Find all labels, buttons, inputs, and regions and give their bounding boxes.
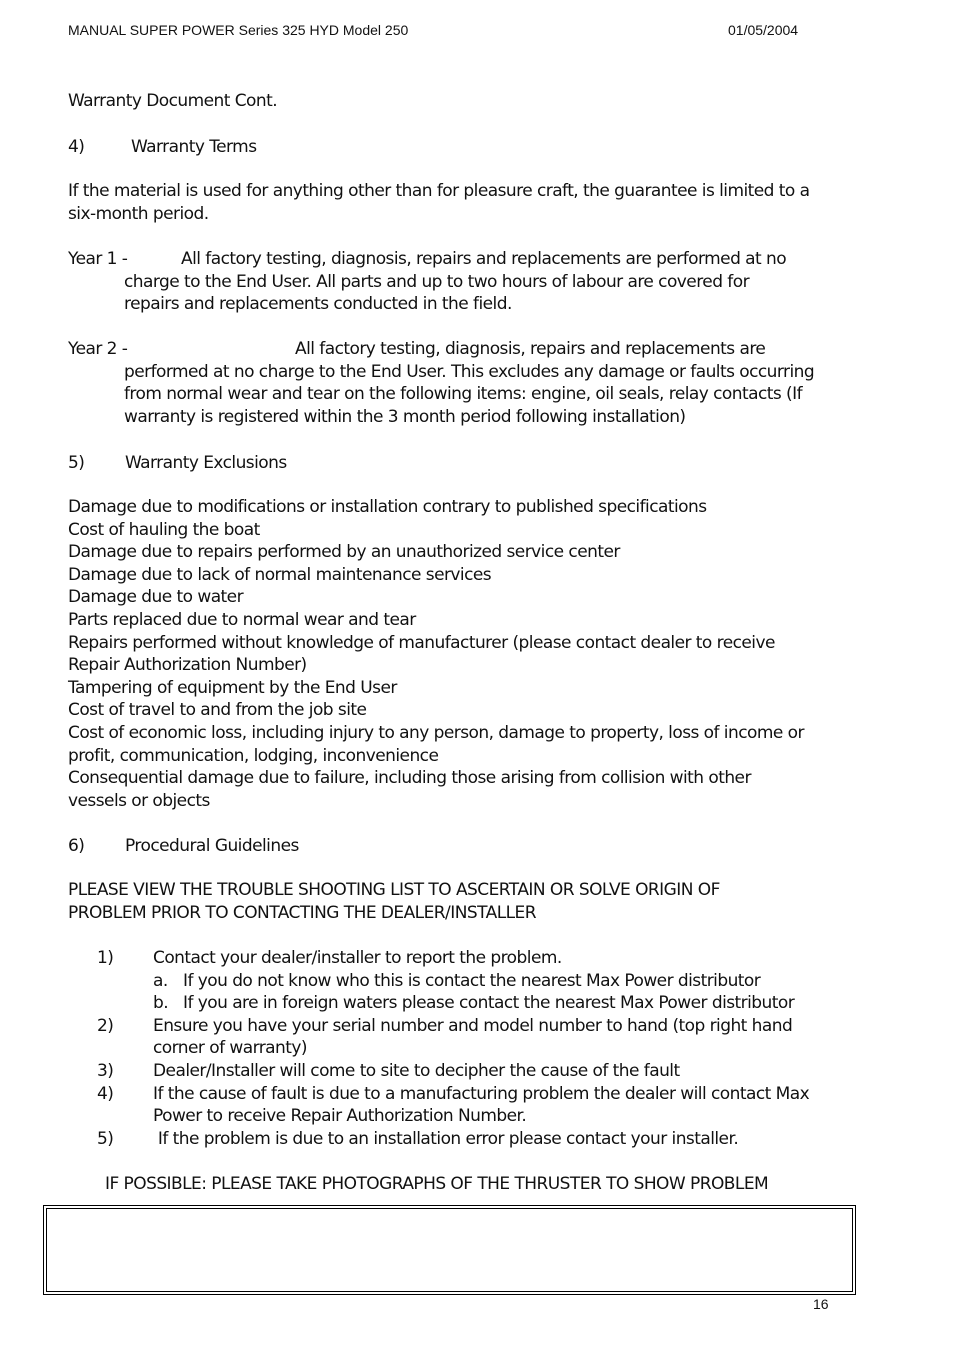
section-5-heading [68, 452, 287, 475]
exclusion-item: Cost of travel to and from the job site [68, 700, 367, 721]
section-6-heading [68, 835, 299, 858]
procedure-substep [97, 992, 837, 1015]
year-1-block [68, 248, 813, 316]
exclusion-item: Cost of hauling the boat [68, 519, 260, 540]
step-text: If the problem is due to an installation error please contact your installer. [153, 1128, 739, 1149]
photo-note: IF POSSIBLE: PLEASE TAKE PHOTOGRAPHS OF THE THRUSTER TO SHOW PROBLEM [105, 1174, 769, 1194]
exclusion-item: Parts replaced due to normal wear and tear [68, 609, 416, 630]
procedure-step [97, 1015, 837, 1060]
step-text: Dealer/Installer will come to site to decipher the cause of the fault [153, 1060, 680, 1081]
substep-label: b. [153, 993, 169, 1014]
exclusion-item: Damage due to repairs performed by an unauthorized service center [68, 542, 620, 563]
troubleshooting-notice: PLEASE VIEW THE TROUBLE SHOOTING LIST TO ASCERTAIN OR SOLVE ORIGIN OF PROBLEM PRIOR TO CONTACTING THE DEALER/INSTALLER [68, 880, 720, 923]
exclusion-item: Consequential damage due to failure, including those arising from collision with other vessels or objects [68, 768, 751, 811]
section-5-number: 5) [68, 453, 85, 473]
year-2-block [68, 338, 828, 428]
procedure-step [97, 1128, 837, 1151]
year-1-first-line: All factory testing, diagnosis, repairs and replacements are performed at no [181, 249, 787, 269]
page-number: 16 [813, 1296, 829, 1312]
year-2-label: Year 2 - [68, 339, 128, 359]
procedure-steps [97, 947, 837, 1150]
year-1-continuation: charge to the End User. All parts and up to two hours of labour are covered for repairs and replacements conducted in the field. [124, 271, 750, 315]
exclusion-item: Damage due to modifications or installation contrary to published specifications [68, 497, 707, 517]
exclusion-item: Tampering of equipment by the End User [68, 677, 397, 698]
year-2-first-line: All factory testing, diagnosis, repairs and replacements are [295, 339, 766, 359]
exclusion-item: Damage due to water [68, 587, 244, 608]
section-5-title: Warranty Exclusions [125, 453, 287, 473]
step-number: 2) [97, 1015, 114, 1036]
exclusion-item: Damage due to lack of normal maintenance services [68, 564, 492, 585]
substep-label: a. [153, 970, 168, 991]
step-number: 5) [97, 1128, 114, 1149]
notes-box [43, 1205, 856, 1295]
year-2-continuation: performed at no charge to the End User. This excludes any damage or faults occurring from normal wear and tear on the following items: engine, oil seals, relay contacts (If warranty is registered within the 3 month period following installation) [124, 361, 815, 427]
section-6-number: 6) [68, 836, 85, 856]
exclusion-item: Cost of economic loss, including injury to any person, damage to property, loss of income or profit, communication, lodging, inconvenience [68, 722, 804, 766]
substep-text: If you are in foreign waters please contact the nearest Max Power distributor [183, 993, 795, 1014]
running-header-title: MANUAL SUPER POWER Series 325 HYD Model 250 [68, 22, 409, 38]
step-text: Ensure you have your serial number and model number to hand (top right hand corner of warranty) [153, 1015, 793, 1059]
step-text: Contact your dealer/installer to report the problem. [153, 948, 562, 968]
exclusions-list [68, 496, 848, 812]
procedure-substep [97, 970, 837, 993]
substep-text: If you do not know who this is contact the nearest Max Power distributor [183, 970, 761, 991]
procedure-step [97, 1060, 837, 1083]
step-text: If the cause of fault is due to a manufacturing problem the dealer will contact Max Power to receive Repair Authorization Number. [153, 1083, 810, 1127]
procedure-step [97, 1083, 837, 1128]
section-4-heading [68, 136, 257, 159]
section-4-intro: If the material is used for anything other than for pleasure craft, the guarantee is limited to a six-month period. [68, 181, 810, 224]
year-1-label: Year 1 - [68, 249, 128, 269]
doc-title: Warranty Document Cont. [68, 91, 278, 111]
running-header-date: 01/05/2004 [728, 22, 799, 38]
step-number: 4) [97, 1083, 114, 1104]
section-4-title: Warranty Terms [131, 137, 257, 157]
exclusion-item: Repairs performed without knowledge of manufacturer (please contact dealer to receive Repair Authorization Number) [68, 632, 775, 676]
procedure-step [97, 947, 837, 970]
section-6-title: Procedural Guidelines [125, 836, 299, 856]
step-number: 3) [97, 1060, 114, 1081]
section-4-number: 4) [68, 137, 85, 157]
step-number: 1) [97, 948, 114, 968]
